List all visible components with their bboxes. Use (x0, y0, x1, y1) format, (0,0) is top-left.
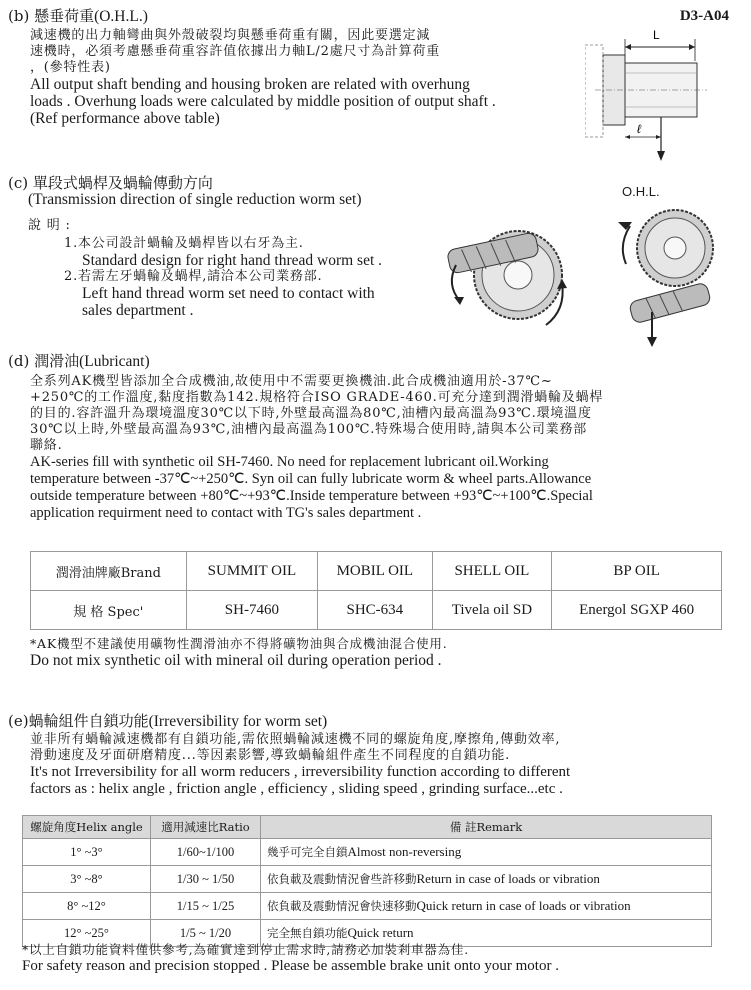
section-d-zh-line: +250℃的工作溫度,黏度指數為142.規格符合ISO GRADE-460.可充分達到潤滑蝸輪及蝸桿 (30, 390, 604, 405)
section-b-zh-line: 減速機的出力軸彎曲與外殼破裂均與懸垂荷重有關，因此要選定減 (30, 28, 431, 43)
table-cell: SHC-634 (318, 591, 432, 630)
table-cell: BP OIL (552, 552, 722, 591)
table-header-row (23, 816, 712, 839)
section-c-item2-zh: 2.若需左牙蝸輪及蝸桿,請洽本公司業務部. (64, 269, 323, 284)
table-header-cell: 螺旋角度Helix angle (23, 816, 151, 839)
table-cell: Energol SGXP 460 (552, 591, 722, 630)
section-b-en-line: loads . Overhung loads were calculated by middle position of output shaft . (30, 93, 496, 110)
section-d-note (30, 636, 448, 669)
section-b-en-line: (Ref performance above table) (30, 110, 220, 127)
remark-zh: 幾乎可完全自鎖 (267, 845, 348, 859)
table-cell-ratio: 1/15 ~ 1/25 (151, 893, 261, 920)
table-header-cell: 備 註Remark (261, 816, 712, 839)
section-d-zh-line: 全系列AK機型皆添加全合成機油,故使用中不需要更換機油.此合成機油適用於-37℃~ (30, 374, 553, 389)
shaft-body (585, 45, 707, 137)
lubricant-table (30, 551, 722, 630)
section-c-title: (c) 單段式蝸桿及蝸輪傳動方向 (8, 174, 213, 192)
irreversibility-table (22, 815, 712, 947)
table-cell-angle: 3° ~8° (23, 866, 151, 893)
table-cell-remark (261, 866, 712, 893)
section-b-en-line: All output shaft bending and housing broken are related with overhung (30, 76, 470, 93)
table-cell-angle: 1° ~3° (23, 839, 151, 866)
table-row (23, 839, 712, 866)
section-e-title-en: (Irreversibility for worm set) (148, 713, 328, 730)
section-e-en-line: It's not Irreversibility for all worm reducers , irreversibility function according to different (30, 764, 571, 780)
section-d-title-zh: (d) 潤滑油 (8, 352, 80, 370)
section-e-title (8, 710, 327, 731)
shaft-ohl-figure (585, 25, 735, 165)
section-b-title-zh: (b) 懸垂荷重 (8, 7, 95, 25)
table-cell-ratio: 1/60~1/100 (151, 839, 261, 866)
section-b-title (8, 5, 148, 26)
section-d-title-en: (Lubricant) (79, 353, 150, 370)
section-e-note (22, 942, 559, 975)
table-cell: SH-7460 (186, 591, 318, 630)
table-cell: 潤滑油牌廠Brand (31, 552, 187, 591)
section-d-en-line: AK-series fill with synthetic oil SH-7460. No need for replacement lubricant oil.Working (30, 454, 549, 470)
table-cell: MOBIL OIL (318, 552, 432, 591)
remark-en: Quick return (347, 925, 414, 940)
remark-zh: 依負載及震動情況會快速移動 (267, 899, 417, 913)
table-cell-angle: 12° ~25° (23, 920, 151, 947)
section-d-zh-line: 30℃以上時,外壁最高溫為93℃,油槽內最高溫為100℃.特殊場合使用時,請與本公司業務部 (30, 422, 588, 437)
section-d-note-zh: *AK機型不建議使用礦物性潤滑油亦不得將礦物油與合成機油混合使用. (30, 636, 448, 651)
table-cell-ratio: 1/5 ~ 1/20 (151, 920, 261, 947)
ohl-figure-label: O.H.L. (622, 184, 660, 199)
section-c-note-label: 說 明 : (28, 218, 71, 233)
worm-gear-figure-vertical (600, 200, 740, 350)
section-b-body (30, 28, 496, 127)
table-cell: SHELL OIL (432, 552, 552, 591)
section-b-title-en: (O.H.L.) (94, 8, 148, 25)
section-e-title-zh: (e)蝸輪組件自鎖功能 (8, 712, 149, 730)
remark-en: Return in case of loads or vibration (416, 871, 600, 886)
table-row (23, 893, 712, 920)
shaft-label-L: L (653, 28, 660, 42)
table-row (31, 591, 722, 630)
section-e-note-en: For safety reason and precision stopped . Please be assemble brake unit onto your motor . (22, 958, 559, 974)
section-e-zh-line: 並非所有蝸輪減速機都有自鎖功能,需依照蝸輪減速機不同的螺旋角度,摩擦角,傳動效率, (30, 732, 561, 747)
table-row (31, 552, 722, 591)
section-b-zh-line: 速機時，必須考慮懸垂荷重容許值依據出力軸L/2處尺寸為計算荷重 (30, 44, 441, 59)
section-e-note-zh: *以上自鎖功能資料僅供參考,為確實達到停止需求時,請務必加裝剎車器為佳. (22, 942, 469, 957)
section-d-body (30, 374, 603, 522)
section-d-zh-line: 聯絡. (30, 438, 63, 453)
table-cell-remark (261, 893, 712, 920)
remark-en: Almost non-reversing (347, 844, 462, 859)
section-c-item1-en: Standard design for right hand thread worm set . (82, 252, 383, 269)
shaft-load-arrow (657, 117, 665, 161)
remark-en: Quick return in case of loads or vibration (416, 898, 631, 913)
section-c-item2-en2: sales department . (82, 302, 194, 319)
shaft-label-l: ℓ (637, 122, 641, 136)
section-c-item2-en1: Left hand thread worm set need to contact with (82, 285, 375, 302)
section-e-zh-line: 滑動速度及牙面研磨精度...等因素影響,導致蝸輪組件產生不同程度的自鎖功能. (30, 748, 511, 763)
remark-zh: 依負載及震動情況會些許移動 (267, 872, 417, 886)
table-row (23, 866, 712, 893)
table-cell-remark (261, 839, 712, 866)
section-d-note-en: Do not mix synthetic oil with mineral oil during operation period . (30, 652, 442, 669)
remark-zh: 完全無自鎖功能 (267, 926, 348, 940)
worm-gear-figure-horizontal (438, 205, 578, 345)
page-code: D3-A04 (679, 8, 729, 24)
table-cell-angle: 8° ~12° (23, 893, 151, 920)
table-cell: 規 格 Spec' (31, 591, 187, 630)
section-d-en-line: application requirment need to contact with TG's sales department . (30, 505, 422, 521)
section-d-zh-line: 的目的.容許溫升為環境溫度30℃以下時,外壁最高溫為80℃,油槽內最高溫為93℃.環境溫度 (30, 406, 592, 421)
section-c-items (64, 236, 382, 319)
table-cell-ratio: 1/30 ~ 1/50 (151, 866, 261, 893)
section-e-body (30, 732, 570, 798)
table-header-cell: 適用減速比Ratio (151, 816, 261, 839)
section-c-item1-zh: 1.本公司設計蝸輪及蝸桿皆以右牙為主. (64, 236, 304, 251)
shaft-dimension-l-big (625, 28, 695, 61)
section-d-en-line: outside temperature between +80℃~+93℃.Inside temperature between +93℃~+100℃.Special (30, 488, 593, 504)
section-b-zh-line: ，(參特性表) (30, 60, 111, 75)
worm-shaft-vertical (629, 282, 712, 324)
section-d-en-line: temperature between -37℃~+250℃. Syn oil can fully lubricate worm & wheel parts.Allowance (30, 471, 592, 487)
table-cell: Tivela oil SD (432, 591, 552, 630)
section-d-title (8, 350, 150, 371)
section-c-title-en: (Transmission direction of single reduction worm set) (28, 191, 362, 208)
section-e-en-line: factors as : helix angle , friction angle , efficiency , sliding speed , grinding surface...etc . (30, 781, 563, 797)
table-cell: SUMMIT OIL (186, 552, 318, 591)
worm-wheel-vertical (637, 210, 713, 286)
shaft-dimension-l-small (625, 122, 661, 139)
